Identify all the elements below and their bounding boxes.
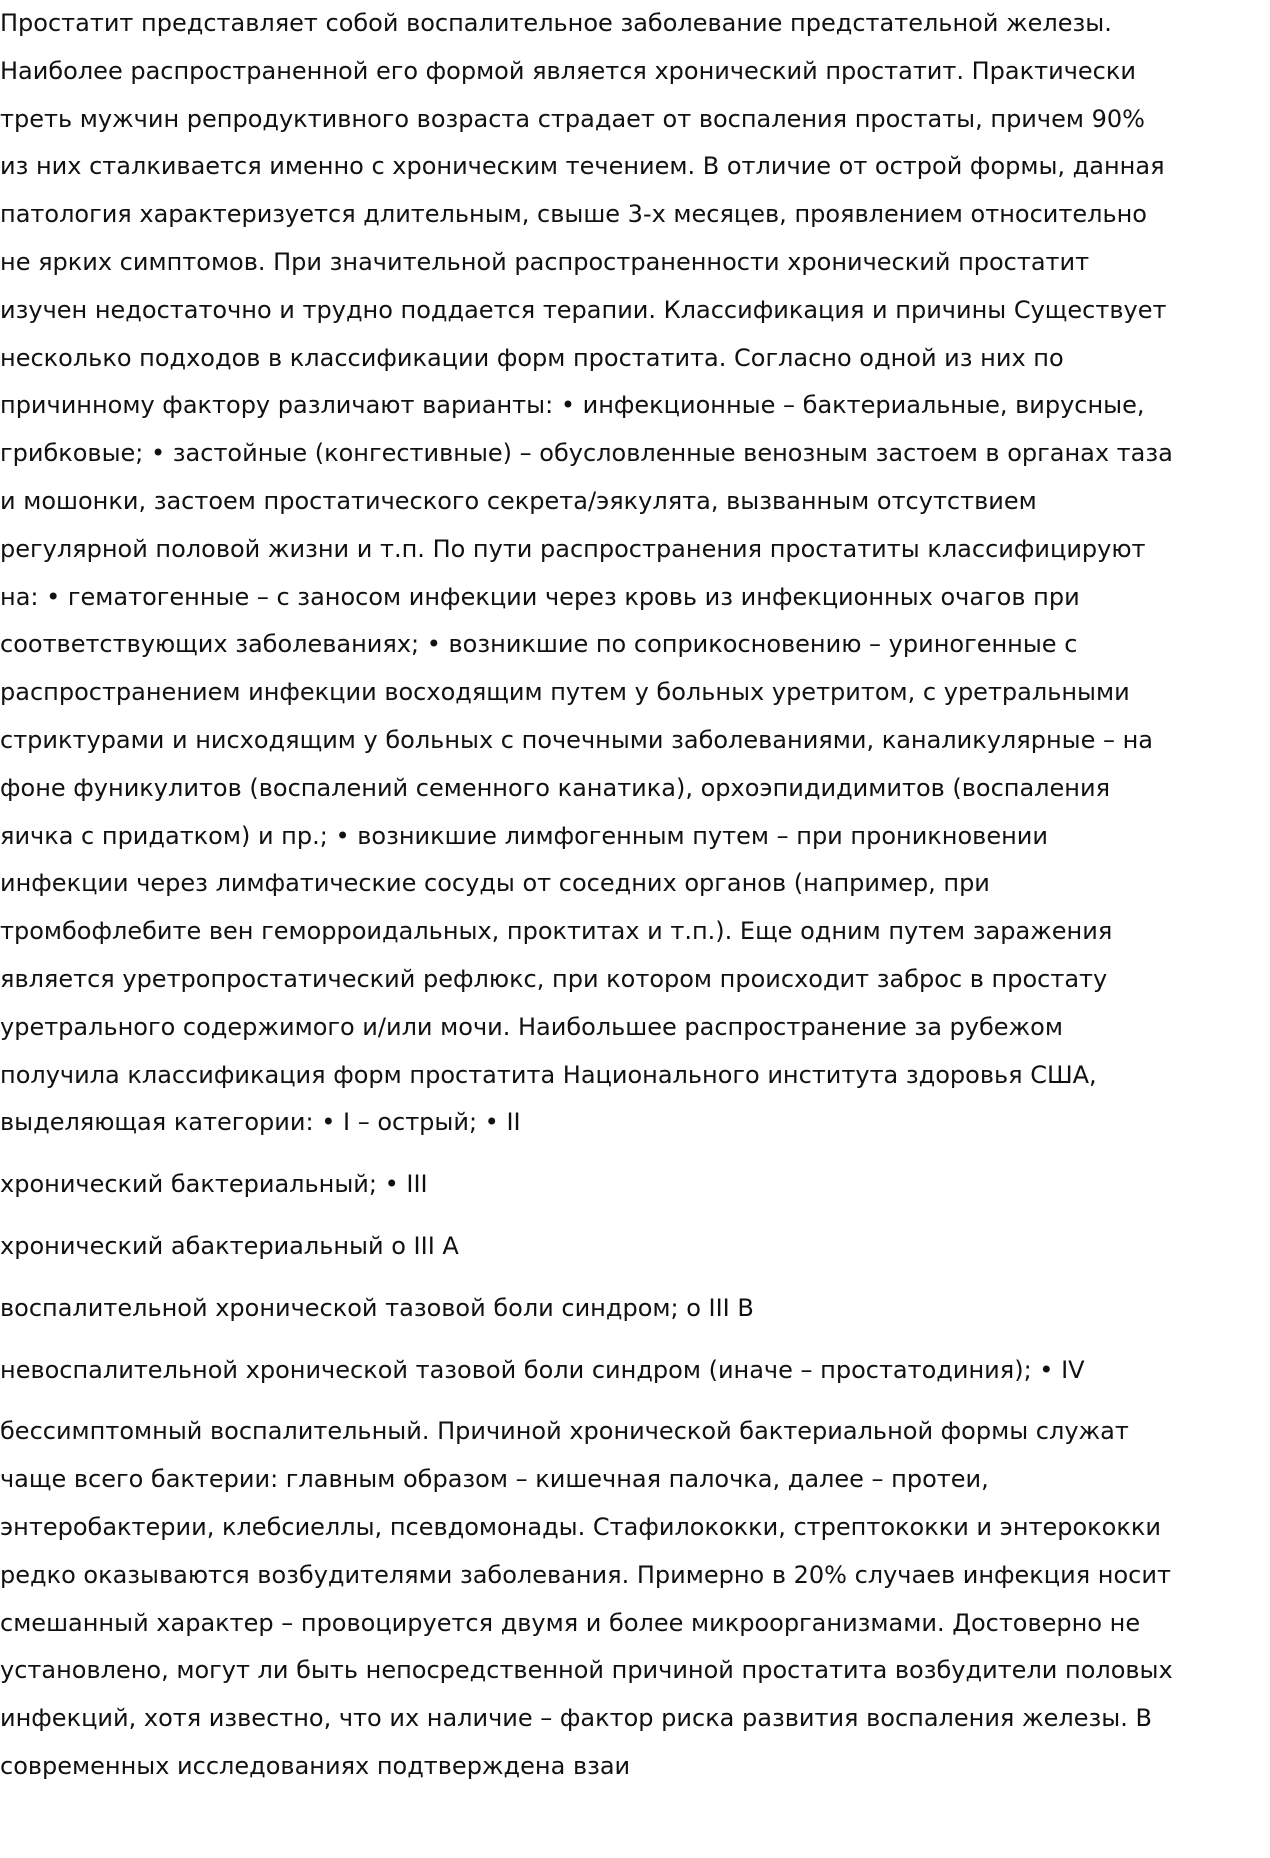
paragraph-category-iv: бессимптомный воспалительный. Причиной хронической бактериальной формы служат чаще всего бактерии: главным образом – кишечная палочка, далее – протеи, энтеробактерии, клебсиеллы, псевдомонады. Стафилококки, стрептококки и энтерококки редко оказываются возбудителями заболевания. Примерно в 20% случаев инфекция носит смешанный характер – провоцируется двумя и более микроорганизмами. Достоверно не установлено, могут ли быть непосредственной причиной простатита возбудители половых инфекций, хотя известно, что их наличие – фактор риска развития воспаления железы. В современных исследованиях подтверждена взаи [0, 1417, 1173, 1780]
paragraph-category-ii: хронический бактериальный; • III [0, 1170, 428, 1199]
paragraph-category-iii-a: воспалительной хронической тазовой боли синдром; o III B [0, 1293, 754, 1322]
paragraph-category-iii: хронический абактериальный o III A [0, 1231, 459, 1260]
paragraph-category-iii-b: невоспалительной хронической тазовой боли синдром (иначе – простатодиния); • IV [0, 1355, 1085, 1384]
paragraph-intro: Простатит представляет собой воспалительное заболевание предстательной железы. Наиболее распространенной его формой является хронический простатит. Практически треть мужчин репродуктивного возраста страдает от воспаления простаты, причем 90% из них сталкивается именно с хроническим течением. В отличие от острой формы, данная патология характеризуется длительным, свыше 3-х месяцев, проявлением относительно не ярких симптомов. При значительной распространенности хронический простатит изучен недостаточно и трудно поддается терапии. Классификация и причины Существует несколько подходов в классификации форм простатита. Согласно одной из них по причинному фактору различают варианты: • инфекционные – бактериальные, вирусные, грибковые; • застойные (конгестивные) – обусловленные венозным застоем в органах таза и мошонки, застоем простатического секрета/эякулята, вызванным отсутствием регулярной половой жизни и т.п. По пути распространения простатиты классифицируют на: • гематогенные – с заносом инфекции через кровь из инфекционных очагов при соответствующих заболеваниях; • возникшие по соприкосновению – уриногенные с распространением инфекции восходящим путем у больных уретритом, с уретральными стриктурами и нисходящим у больных с почечными заболеваниями, каналикулярные – на фоне фуникулитов (воспалений семенного канатика), орхоэпидидимитов (воспаления яичка с придатком) и пр.; • возникшие лимфогенным путем – при проникновении инфекции через лимфатические сосуды от соседних органов (например, при тромбофлебите вен геморроидальных, проктитах и т.п.). Еще одним путем заражения является уретропростатический рефлюкс, при котором происходит заброс в простату уретрального содержимого и/или мочи. Наибольшее распространение за рубежом получила классификация форм простатита Национального института здоровья США, выделяющая категории: • I – острый; • II [0, 9, 1173, 1137]
